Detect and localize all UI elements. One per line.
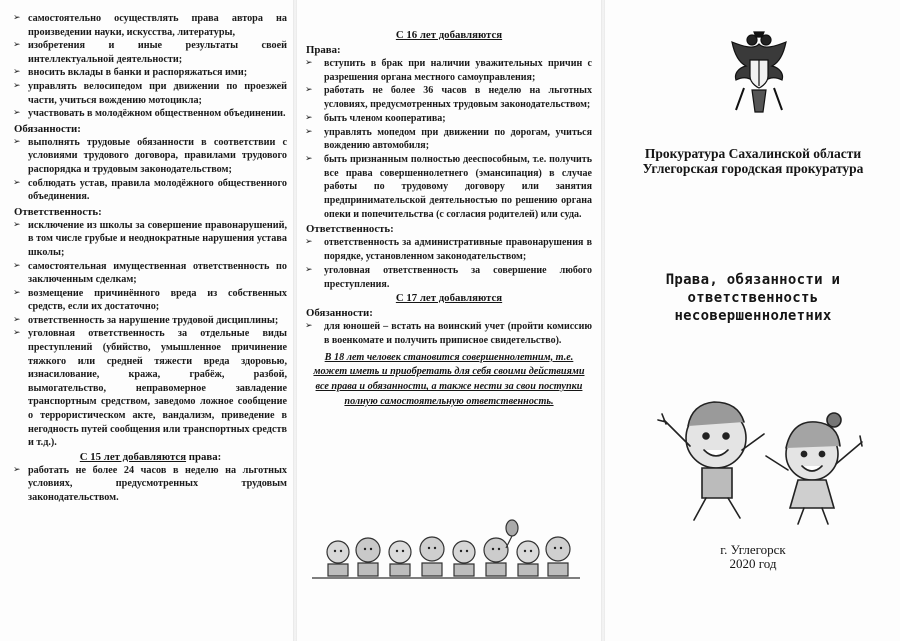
age17-duties-list [306, 320, 592, 347]
prosecutor-emblem-icon [724, 30, 794, 118]
list-item: ➢ самостоятельная имущественная ответственность по заключенным сделкам; [14, 260, 287, 287]
age16-responsibility-list [306, 236, 592, 291]
age15-heading [14, 450, 287, 464]
list-item: ➢ управлять мопедом при движении по дорогам, учиться вождению автомобиля; [306, 126, 592, 153]
title-line-2: ответственность [687, 290, 819, 306]
list-item: ➢ работать не более 24 часов в неделю на льготных условиях, предусмотренных трудовым законодательством. [14, 464, 287, 505]
intro-rights-list [14, 12, 287, 121]
list-item: ➢ вступить в брак при наличии уважительных причин с разрешения органа местного самоуправления; [306, 57, 592, 84]
responsibility-heading: Ответственность: [306, 223, 394, 236]
city-label: г. Углегорск [720, 542, 786, 557]
age16-heading: С 16 лет добавляются [395, 29, 503, 41]
city-year [606, 543, 900, 571]
title-line-3: несовершеннолетних [674, 308, 832, 324]
middle-panel [298, 0, 600, 641]
list-item: ➢ быть признанным полностью дееспособным, т.е. получить все права совершеннолетнего (эмансипация) в случае работы по трудовому договору или занятия предпринимательской деятельностью по решению органа опеки и попечительства (с согласия родителей) или суда. [306, 153, 592, 222]
brochure-title [606, 271, 900, 325]
list-item: ➢ быть членом кооператива; [306, 112, 592, 126]
list-item: ➢ возмещение причинённого вреда из собственных средств, если их достаточно; [14, 287, 287, 314]
list-item: ➢ исключение из школы за совершение правонарушений, в том числе грубые и неоднократные нарушения устава школы; [14, 219, 287, 260]
duties-heading: Обязанности: [306, 307, 373, 320]
list-item: ➢ соблюдать устав, правила молодёжного общественного объединения. [14, 177, 287, 204]
list-item: ➢ работать не более 36 часов в неделю на льготных условиях, предусмотренных трудовым законодательством; [306, 84, 592, 111]
duties-heading: Обязанности: [14, 122, 81, 135]
organization-name [606, 146, 900, 176]
age15-rights-label: права: [188, 450, 222, 463]
left-panel [0, 0, 293, 641]
responsibility-list [14, 219, 287, 450]
fold-line [601, 0, 605, 641]
list-item: ➢ изобретения и иные результаты своей интеллектуальной деятельности; [14, 39, 287, 66]
adulthood-note: В 18 лет человек становится совершеннолетним, т.е. может иметь и приобретать для себя своими действиями все права и обязанности, а также нести за свои поступки полную самостоятельную ответственность. [313, 351, 585, 408]
list-item: ➢ управлять велосипедом при движении по проезжей части, учиться вождению мотоцикла; [14, 80, 287, 107]
cover-panel [606, 0, 900, 641]
age16-rights-list [306, 57, 592, 221]
age17-heading: С 17 лет добавляются [395, 292, 503, 305]
rights-heading: Права: [306, 44, 341, 56]
list-item: ➢ уголовная ответственность за совершение любого преступления. [306, 264, 592, 291]
list-item: ➢ ответственность за нарушение трудовой дисциплины; [14, 314, 287, 328]
children-illustration [308, 518, 584, 584]
fold-line [293, 0, 297, 641]
age15-list [14, 464, 287, 505]
list-item: ➢ выполнять трудовые обязанности в соответствии с условиями трудового договора, правилами трудового распорядка и трудовым законодательством; [14, 136, 287, 177]
duties-list [14, 136, 287, 204]
responsibility-heading: Ответственность: [14, 205, 102, 218]
age15-heading-text: С 15 лет добавляются [79, 450, 187, 463]
list-item: ➢ вносить вклады в банки и распоряжаться ими; [14, 66, 287, 80]
year-label: 2020 год [729, 556, 777, 571]
list-item: ➢ для юношей – встать на воинский учет (пройти комиссию в военкомате и получить приписное свидетельство). [306, 320, 592, 347]
jumping-kids-illustration [636, 390, 876, 530]
list-item: ➢ уголовная ответственность за отдельные виды преступлений (убийство, умышленное причинение тяжкого или средней тяжести вреда здоровью, изнасилование, кража, грабёж, разбой, вымогательство, неправомерное завладение транспортным средством, заведомо ложное сообщение о террористическом акте, вандализм, приведение в негодность путей сообщения или транспортных средств и т.д.). [14, 327, 287, 449]
list-item: ➢ ответственность за административные правонарушения в порядке, установленном законодательством; [306, 236, 592, 263]
org-line-1: Прокуратура Сахалинской области [644, 146, 862, 161]
title-line-1: Права, обязанности и [665, 272, 841, 288]
org-line-2: Углегорская городская прокуратура [642, 161, 864, 176]
list-item: ➢ самостоятельно осуществлять права автора на произведении науки, искусства, литературы, [14, 12, 287, 39]
list-item: ➢ участвовать в молодёжном общественном объединении. [14, 107, 287, 121]
